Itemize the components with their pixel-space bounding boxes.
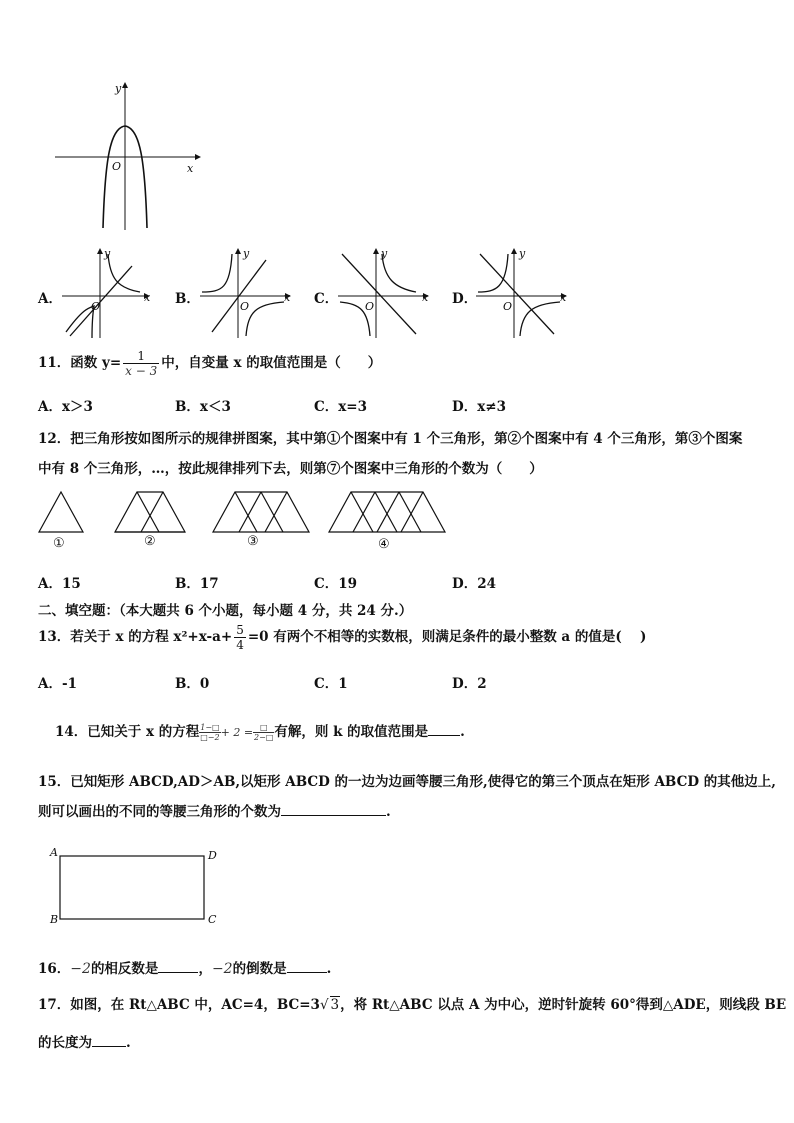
q14-prefix: 14．已知关于 x 的方程	[55, 724, 200, 740]
q14-f1-den: □−2	[200, 733, 220, 742]
q12-stem-line1: 12．把三角形按如图所示的规律拼图案，其中第①个图案中有 1 个三角形，第②个图案中有 4 个三角形，第③个图案	[38, 431, 743, 447]
q14-f2-num: □	[253, 723, 274, 733]
y-axis-arrow-icon	[122, 82, 128, 88]
q16-value-2: −2	[211, 961, 233, 977]
hyperbola-branch-2	[246, 302, 284, 336]
q10-option-a-label[interactable]: A．	[38, 291, 62, 307]
q12-stem-line2: 中有 8 个三角形，…，按此规律排列下去，则第⑦个图案中三角形的个数为（ ）	[38, 461, 543, 477]
q16-answer-blank-1[interactable]	[158, 960, 198, 973]
vertex-b-label: B	[50, 913, 59, 926]
q15-answer-blank[interactable]	[281, 803, 386, 816]
vertex-d-label: D	[208, 849, 217, 862]
q17-sqrt-value: 3	[330, 997, 340, 1013]
q14-f1-num: 1−□	[200, 723, 220, 732]
q13-fraction	[234, 623, 246, 652]
y-axis-arrow-icon	[97, 248, 103, 254]
vertex-c-label: C	[208, 913, 217, 926]
main-parabola-graph	[55, 80, 205, 235]
q16-answer-blank-2[interactable]	[287, 960, 327, 973]
q10-option-a-graph[interactable]	[62, 248, 152, 338]
pattern-2	[115, 492, 185, 532]
q17-answer-blank[interactable]	[92, 1034, 126, 1047]
hyperbola-branch-2	[66, 306, 94, 338]
y-axis-label: y	[243, 247, 250, 260]
origin-label: O	[503, 300, 513, 313]
origin-label: O	[112, 160, 122, 173]
q11-option-d[interactable]: D．x≠3	[452, 399, 506, 415]
q13-suffix: =0 有两个不相等的实数根，则满足条件的最小整数 a 的值是( )	[247, 629, 647, 645]
q10-option-b-label[interactable]: B．	[175, 291, 200, 307]
q11-option-b[interactable]: B．x＜3	[175, 399, 231, 415]
hyperbola-branch-1	[202, 254, 232, 292]
pattern-4-label: ④	[378, 537, 390, 552]
rectangle-abcd	[60, 856, 204, 919]
q17-stem-line1: 17．如图，在 Rt△ABC 中，AC=4，BC=3√ 3，将 Rt△ABC 以点 A 为中心，逆时针旋转 60°得到△ADE，则线段 BE	[38, 997, 787, 1013]
q16-text-2: 的倒数是	[232, 961, 287, 977]
q17-line2-text: 的长度为	[38, 1035, 92, 1051]
pattern-2-label: ②	[144, 534, 156, 549]
x-axis-label: x	[144, 291, 151, 304]
q10-option-c-label[interactable]: C．	[314, 291, 339, 307]
q17-end: .	[126, 1035, 131, 1051]
line-graph	[480, 254, 554, 334]
line-graph	[70, 266, 132, 336]
q14-stem	[55, 720, 465, 742]
q13-frac-den: 4	[236, 638, 244, 652]
q14-end: .	[460, 724, 465, 740]
q13-option-a[interactable]: A．-1	[38, 676, 77, 692]
q10-option-d-label[interactable]: D．	[452, 291, 478, 307]
q16-comma: ，	[198, 961, 212, 977]
q16-end: .	[326, 961, 332, 977]
y-axis-label: y	[519, 247, 526, 260]
q10-option-c-graph[interactable]	[338, 248, 433, 338]
hyperbola-branch-1	[108, 254, 140, 292]
q14-answer-blank[interactable]	[428, 723, 460, 736]
section-2-heading: 二、填空题：（本大题共 6 个小题，每小题 4 分，共 24 分.）	[38, 603, 413, 619]
q11-stem	[38, 349, 381, 378]
origin-label: O	[240, 300, 250, 313]
y-axis-label: y	[381, 247, 388, 260]
q12-option-a[interactable]: A．15	[38, 576, 81, 592]
pattern-1-triangle	[39, 492, 83, 532]
q14-fraction-1	[199, 723, 220, 742]
vertex-a-label: A	[50, 846, 58, 859]
y-axis-arrow-icon	[235, 248, 241, 254]
q11-option-a[interactable]: A．x＞3	[38, 399, 93, 415]
y-axis-label: y	[115, 82, 122, 95]
q16-number: 16．	[38, 961, 71, 977]
x-axis-label: x	[560, 291, 567, 304]
q12-triangle-patterns	[36, 490, 456, 550]
q11-frac-num: 1	[123, 349, 159, 364]
q15-rectangle-figure	[48, 846, 228, 926]
hyperbola-branch-1	[478, 254, 508, 292]
q12-option-c[interactable]: C．19	[314, 576, 358, 592]
q17-text-2: ，将 Rt△ABC 以点 A 为中心，逆时针旋转 60°得到△ADE，则线段 BE	[340, 997, 787, 1013]
q13-option-d[interactable]: D．2	[452, 676, 487, 692]
y-axis-arrow-icon	[511, 248, 517, 254]
q13-option-c[interactable]: C．1	[314, 676, 348, 692]
q11-suffix: 中，自变量 x 的取值范围是（ ）	[161, 355, 382, 371]
q16-value-1: −2	[70, 961, 91, 977]
q14-f2-den: 2−□	[254, 733, 274, 742]
origin-label: O	[91, 300, 101, 313]
q13-option-b[interactable]: B．0	[175, 676, 210, 692]
q16-text-1: 的相反数是	[90, 961, 159, 977]
q13-stem	[38, 623, 646, 652]
q15-stem-line1: 15．已知矩形 ABCD,AD＞AB,以矩形 ABCD 的一边为边画等腰三角形,使得它的第三个顶点在矩形 ABCD 的其他边上,	[38, 774, 776, 790]
x-axis-label: x	[284, 291, 291, 304]
q10-option-d-graph[interactable]	[476, 248, 571, 338]
x-axis-label: x	[422, 291, 429, 304]
q17-text-1: 17．如图，在 Rt△ABC 中，AC=4，BC=3	[38, 997, 320, 1013]
q17-stem-line2	[38, 1031, 131, 1051]
q14-mid: + 2 =	[220, 726, 254, 739]
origin-label: O	[365, 300, 375, 313]
q13-frac-num: 5	[236, 623, 244, 637]
q14-suffix: 有解，则 k 的取值范围是	[274, 724, 429, 740]
x-axis-arrow-icon	[195, 154, 201, 160]
pattern-3	[213, 492, 309, 532]
y-axis-arrow-icon	[373, 248, 379, 254]
pattern-3-label: ③	[247, 534, 259, 549]
q11-option-c[interactable]: C．x=3	[314, 399, 367, 415]
q12-option-b[interactable]: B．17	[175, 576, 219, 592]
y-axis-label: y	[104, 247, 111, 260]
x-axis-label: x	[187, 162, 194, 175]
q16-stem	[38, 957, 331, 977]
line-graph	[342, 254, 416, 334]
q15-end: .	[386, 804, 391, 820]
q12-option-d[interactable]: D．24	[452, 576, 496, 592]
q15-stem-line2	[38, 800, 391, 820]
q11-frac-den: x − 3	[125, 364, 158, 378]
pattern-1-label: ①	[53, 536, 65, 551]
q14-fraction-2	[253, 723, 274, 742]
q13-prefix: 13．若关于 x 的方程 x²+x-a+	[38, 629, 233, 645]
q15-line2-text: 则可以画出的不同的等腰三角形的个数为	[38, 804, 281, 820]
q11-prefix: 11．函数 y=	[38, 355, 122, 371]
q10-option-b-graph[interactable]	[200, 248, 295, 338]
q11-fraction	[123, 349, 159, 378]
pattern-4	[329, 492, 445, 532]
